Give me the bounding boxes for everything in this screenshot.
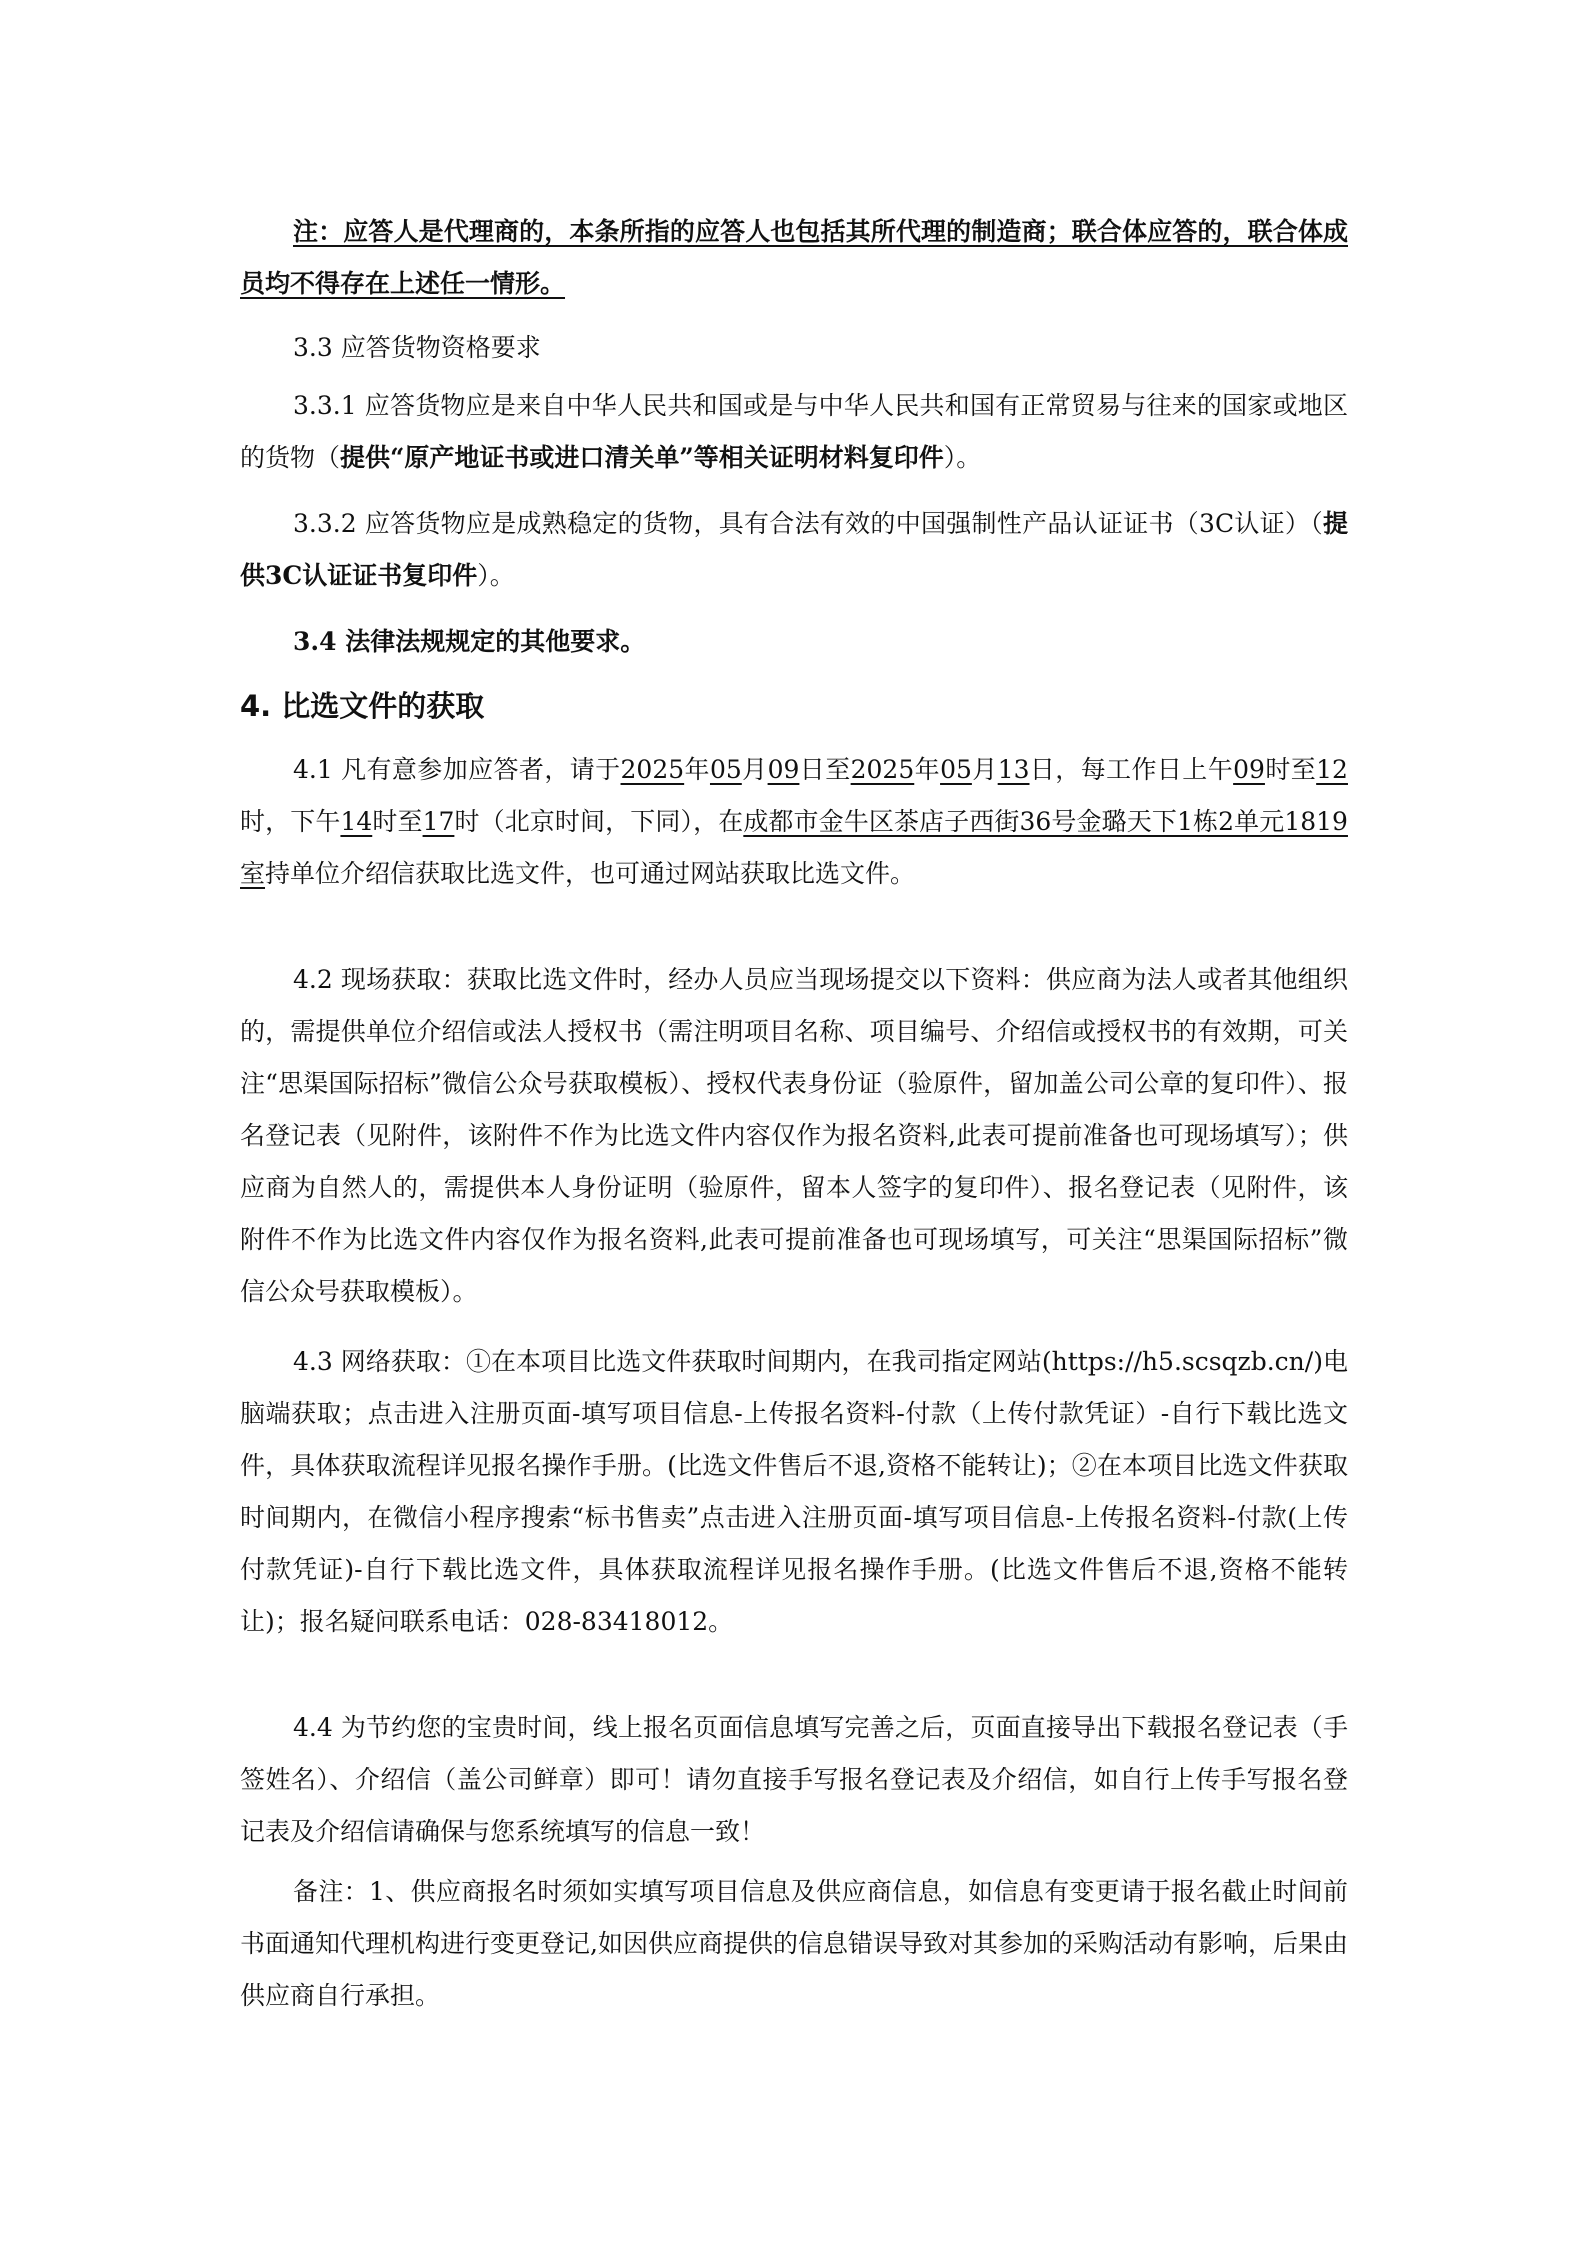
section-3-3-1-bold: 提供“原产地证书或进口清关单”等相关证明材料复印件 — [340, 443, 944, 472]
pm-end-hour: 17 — [422, 807, 455, 836]
s4-1-text: 年 — [914, 755, 941, 784]
s4-1-text: 日，每工作日上午 — [1029, 755, 1234, 784]
section-3-3-2-bold: 提供3C认证证书复印件 — [240, 509, 1348, 590]
start-year: 2025 — [620, 755, 685, 784]
s4-1-text: 年 — [684, 755, 710, 784]
s4-1-text: 时至 — [1264, 755, 1317, 784]
pickup-address: 成都市金牛区茶店子西街36号金璐天下1栋2单元1819室 — [240, 807, 1348, 888]
s4-1-text: 日至 — [799, 755, 851, 784]
s4-1-text: 月 — [741, 755, 768, 784]
s4-1-text: 4.1 凡有意参加应答者，请于 — [293, 755, 621, 784]
s4-1-text: 月 — [971, 755, 998, 784]
section-4-heading: 4. 比选文件的获取 — [240, 689, 485, 723]
section-3-3-title: 3.3 应答货物资格要求 — [293, 333, 541, 362]
s4-1-text: 时至 — [372, 807, 423, 836]
end-day: 13 — [997, 755, 1030, 784]
section-3-3-2-tail: ）。 — [477, 561, 515, 590]
start-month: 05 — [709, 755, 742, 784]
am-end-hour: 12 — [1316, 755, 1348, 784]
end-month: 05 — [940, 755, 972, 784]
section-3-3-2 — [240, 498, 1348, 602]
section-4-4: 4.4 为节约您的宝贵时间，线上报名页面信息填写完善之后，页面直接导出下载报名登记表（手签姓名）、介绍信（盖公司鲜章）即可！请勿直接手写报名登记表及介绍信，如自行上传手写报名登记表及介绍信请确保与您系统填写的信息一致！ — [240, 1713, 1348, 1846]
remark-paragraph: 备注：1、供应商报名时须如实填写项目信息及供应商信息，如信息有变更请于报名截止时间前书面通知代理机构进行变更登记,如因供应商提供的信息错误导致对其参加的采购活动有影响，后果由供应商自行承担。 — [240, 1877, 1348, 2010]
section-3-4: 3.4 法律法规规定的其他要求。 — [293, 627, 646, 656]
s4-1-text: 持单位介绍信获取比选文件，也可通过网站获取比选文件。 — [265, 859, 916, 888]
section-4-1 — [240, 744, 1348, 900]
s4-1-text: 时，下午 — [240, 807, 341, 836]
pm-start-hour: 14 — [340, 807, 373, 836]
section-3-3-1-lead: 3.3.1 应答货物应是来自中华人民共和国或是与中华人民共和国有正常贸易与往来的国家或地区的货物（ — [240, 391, 1348, 472]
note-paragraph: 注：应答人是代理商的，本条所指的应答人也包括其所代理的制造商；联合体应答的，联合体成员均不得存在上述任一情形。 — [240, 217, 1348, 298]
section-4-2: 4.2 现场获取：获取比选文件时，经办人员应当现场提交以下资料：供应商为法人或者其他组织的，需提供单位介绍信或法人授权书（需注明项目名称、项目编号、介绍信或授权书的有效期，可关注“思渠国际招标”微信公众号获取模板）、授权代表身份证（验原件，留加盖公司公章的复印件）、报名登记表（见附件，该附件不作为比选文件内容仅作为报名资料,此表可提前准备也可现场填写）；供应商为自然人的，需提供本人身份证明（验原件，留本人签字的复印件）、报名登记表（见附件，该附件不作为比选文件内容仅作为报名资料,此表可提前准备也可现场填写，可关注“思渠国际招标”微信公众号获取模板）。 — [240, 965, 1348, 1306]
s4-1-text: 时（北京时间，下同），在 — [454, 807, 744, 836]
section-3-3-1 — [240, 380, 1348, 484]
start-day: 09 — [767, 755, 800, 784]
section-3-3-2-lead: 3.3.2 应答货物应是成熟稳定的货物，具有合法有效的中国强制性产品认证证书（3C认证）（ — [293, 509, 1323, 538]
section-4-3: 4.3 网络获取：①在本项目比选文件获取时间期内，在我司指定网站(https://h5.scsqzb.cn/)电脑端获取；点击进入注册页面-填写项目信息-上传报名资料-付款（上传付款凭证）-自行下载比选文件，具体获取流程详见报名操作手册。(比选文件售后不退,资格不能转让)；②在本项目比选文件获取时间期内，在微信小程序搜索“标书售卖”点击进入注册页面-填写项目信息-上传报名资料-付款(上传付款凭证)-自行下载比选文件，具体获取流程详见报名操作手册。(比选文件售后不退,资格不能转让)；报名疑问联系电话：028-83418012。 — [240, 1347, 1348, 1636]
end-year: 2025 — [850, 755, 915, 784]
am-start-hour: 09 — [1233, 755, 1265, 784]
section-3-3-1-tail: ）。 — [943, 443, 982, 472]
